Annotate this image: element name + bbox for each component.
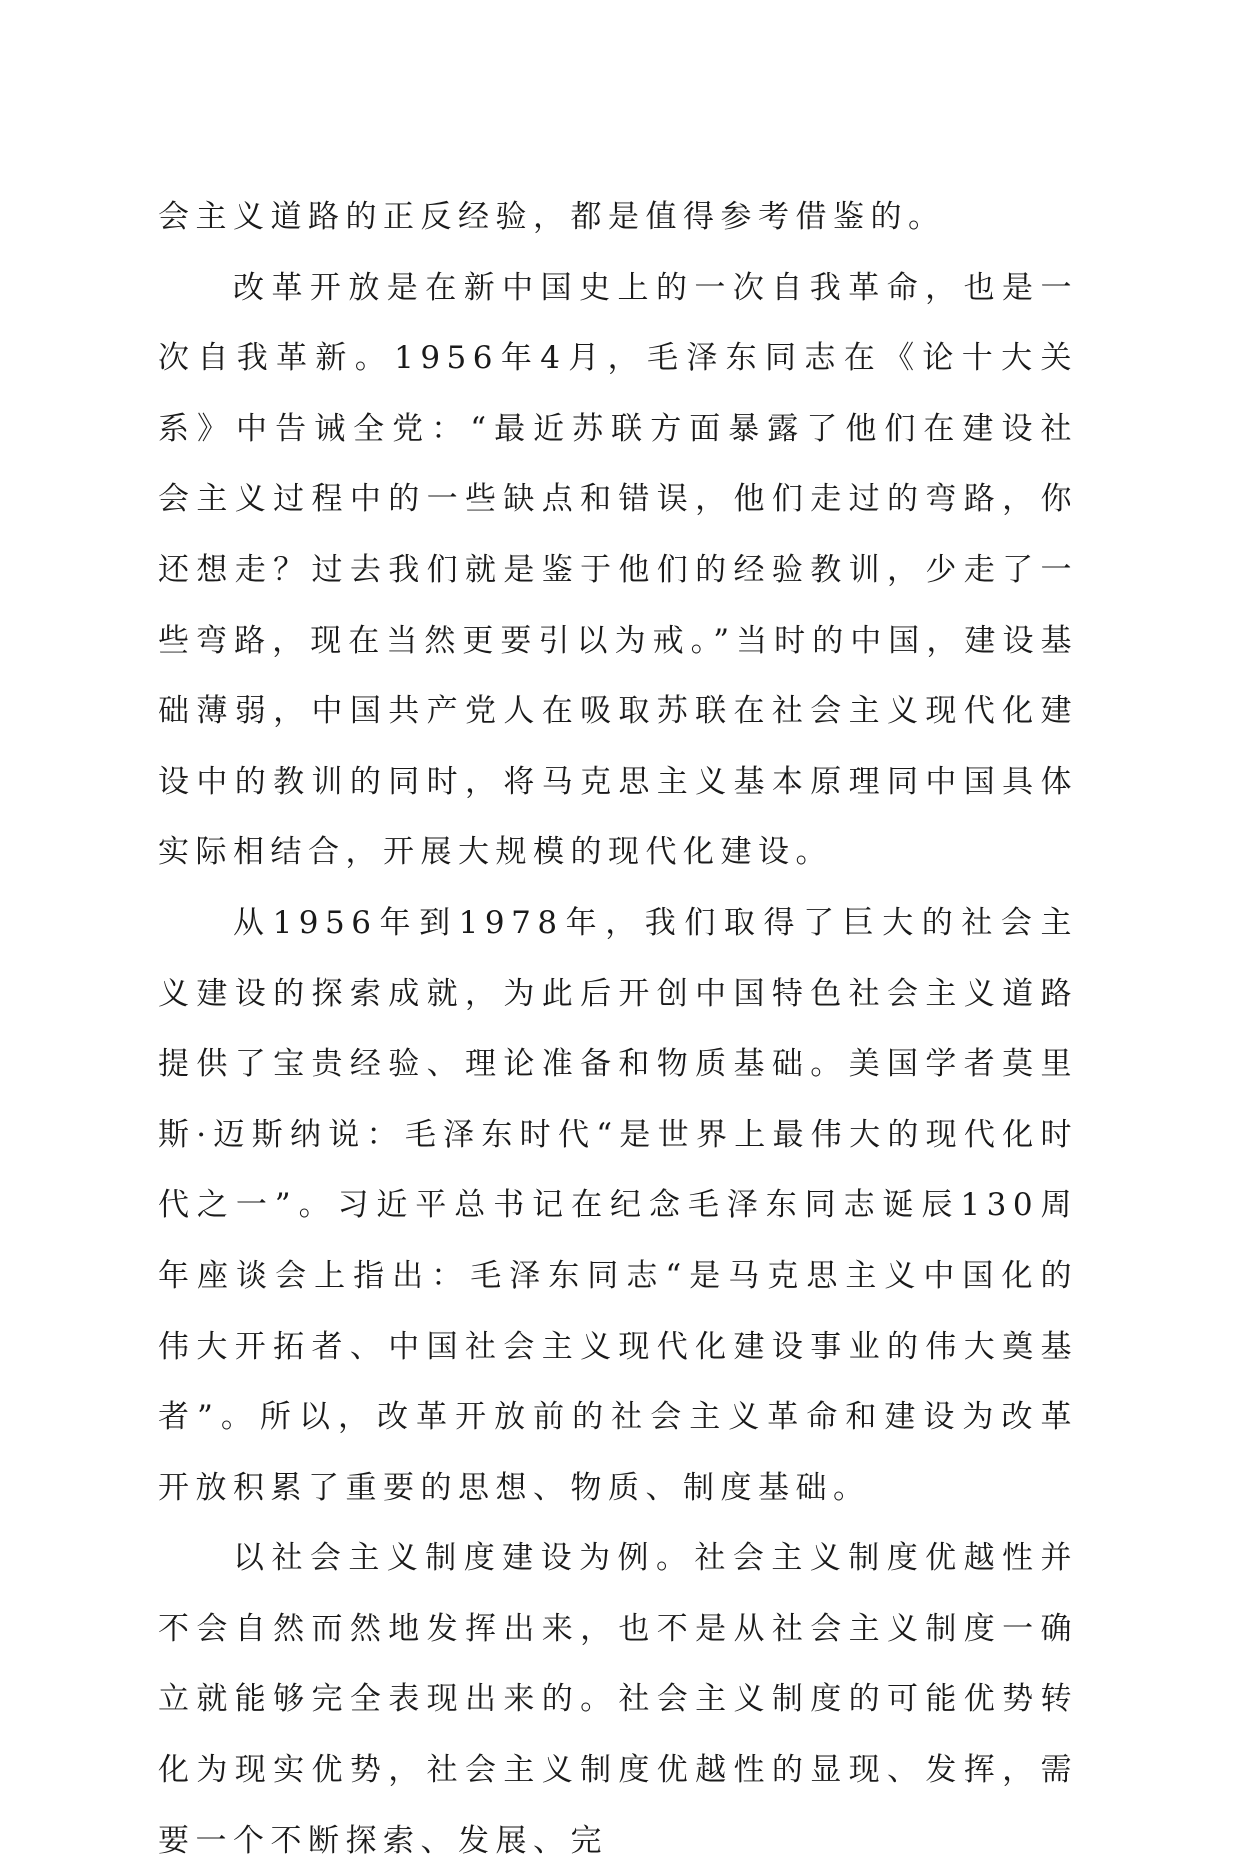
document-body xyxy=(158,182,1078,1876)
paragraph-socialist-system: 以社会主义制度建设为例。社会主义制度优越性并不会自然而然地发挥出来，也不是从社会主义制度一确立就能够完全表现出来的。社会主义制度的可能优势转化为现实优势，社会主义制度优越性的显现、发挥，需要一个不断探索、发展、完 xyxy=(158,1540,1078,1859)
paragraph-reform-opening: 改革开放是在新中国史上的一次自我革命，也是一次自我革新。1956年4月，毛泽东同志在《论十大关系》中告诫全党：“最近苏联方面暴露了他们在建设社会主义过程中的一些缺点和错误，他们走过的弯路，你还想走？过去我们就是鉴于他们的经验教训，少走了一些弯路，现在当然更要引以为戒。”当时的中国，建设基础薄弱，中国共产党人在吸取苏联在社会主义现代化建设中的教训的同时，将马克思主义基本原理同中国具体实际相结合，开展大规模的现代化建设。 xyxy=(158,269,1078,871)
paragraph-1956-1978: 从1956年到1978年，我们取得了巨大的社会主义建设的探索成就，为此后开创中国特色社会主义道路提供了宝贵经验、理论准备和物质基础。美国学者莫里斯·迈斯纳说：毛泽东时代“是世界上最伟大的现代化时代之一”。习近平总书记在纪念毛泽东同志诞辰130周年座谈会上指出：毛泽东同志“是马克思主义中国化的伟大开拓者、中国社会主义现代化建设事业的伟大奠基者”。所以，改革开放前的社会主义革命和建设为改革开放积累了重要的思想、物质、制度基础。 xyxy=(158,904,1078,1506)
paragraph-continuation: 会主义道路的正反经验，都是值得参考借鉴的。 xyxy=(158,199,946,235)
